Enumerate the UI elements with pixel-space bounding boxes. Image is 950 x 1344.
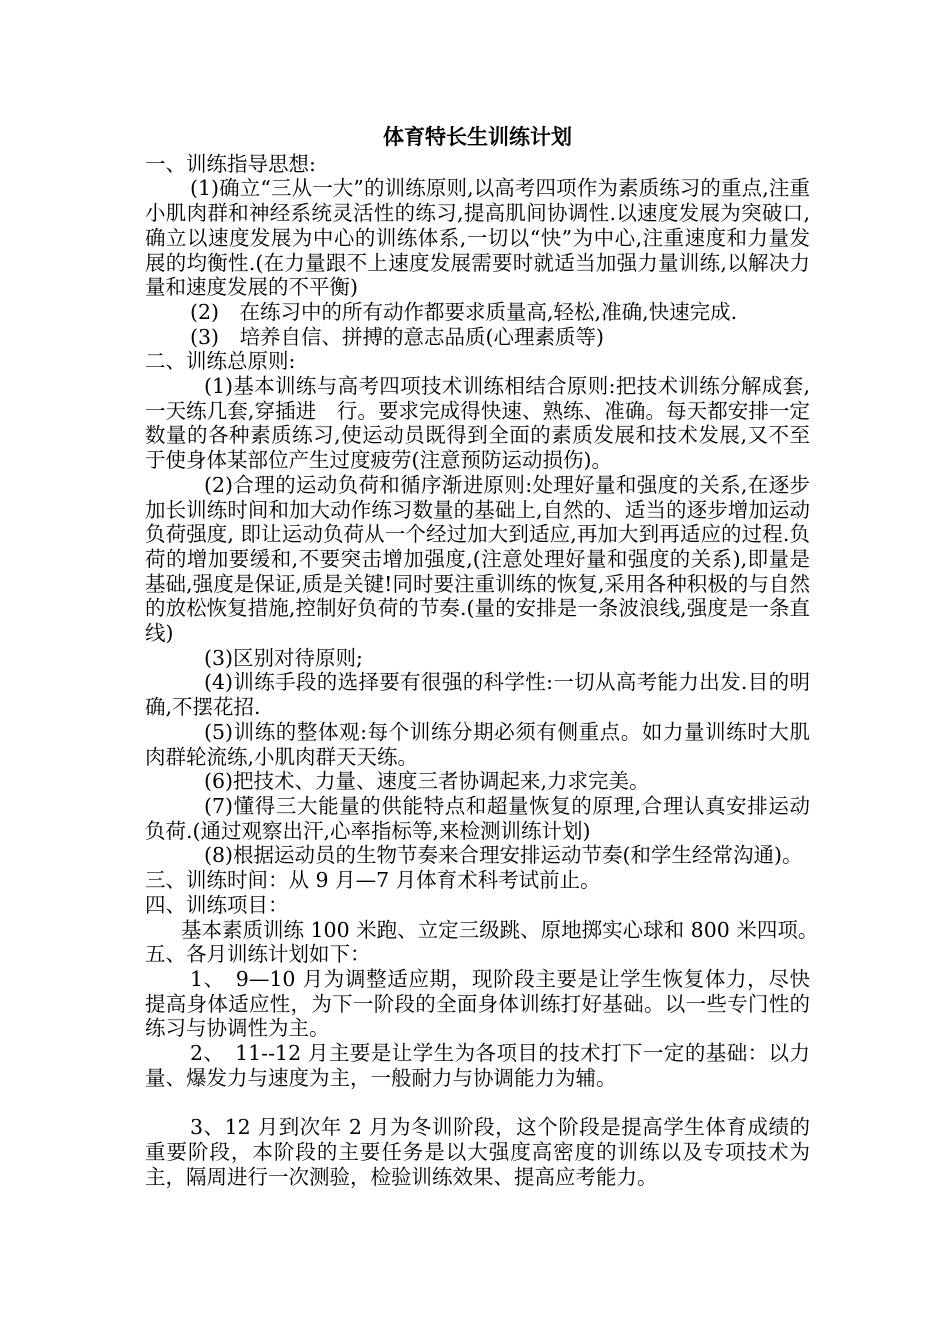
paragraph: (4)训练手段的选择要有很强的科学性:一切从高考能力出发.目的明确,不摆花招.	[145, 670, 810, 720]
paragraph: (6)把技术、力量、速度三者协调起来,力求完美。	[204, 769, 650, 794]
paragraph: 1、 9—10 月为调整适应期，现阶段主要是让学生恢复体力，尽快提高身体适应性，为下一阶段的全面身体训练打好基础。以一些专门性的练习与协调性为主。	[145, 966, 810, 1041]
document-title: 体育特长生训练计划	[383, 124, 572, 149]
paragraph: 基本素质训练 100 米跑、立定三级跳、原地掷实心球和 800 米四项。	[181, 917, 819, 942]
paragraph: (7)懂得三大能量的供能特点和超量恢复的原理,合理认真安排运动负荷.(通过观察出汗,心率指标等,来检测训练计划)	[145, 793, 810, 843]
paragraph: (2) 在练习中的所有动作都要求质量高,轻松,准确,快速完成.	[190, 299, 738, 324]
paragraph: (1)确立“三从一大”的训练原则,以高考四项作为素质练习的重点,注重小肌肉群和神经系统灵活性的练习,提高肌间协调性.以速度发展为突破口,确立以速度发展为中心的训练体系,一切以“快”为中心,注重速度和力量发展的均衡性.(在力量跟不上速度发展需要时就适当加强力量训练,以解决力量和速度发展的不平衡)	[145, 176, 810, 300]
paragraph: (1)基本训练与高考四项技术训练相结合原则:把技术训练分解成套,一天练几套,穿插进 行。要求完成得快速、熟练、准确。每天都安排一定数量的各种素质练习,使运动员既得到全面的素质发展和技术发展,又不至于使身体某部位产生过度疲劳(注意预防运动损伤)。	[145, 374, 810, 473]
document-page	[145, 124, 819, 1189]
section-heading-monthly-plan: 五、各月训练计划如下：	[145, 942, 371, 967]
paragraph: 3、12 月到次年 2 月为冬训阶段，这个阶段是提高学生体育成绩的重要阶段，本阶段的主要任务是以大强度高密度的训练以及专项技术为主，隔周进行一次测验，检验训练效果、提高应考能力。	[145, 1115, 810, 1189]
blank-line	[145, 1090, 810, 1115]
section-heading-training-items: 四、训练项目：	[145, 892, 289, 917]
paragraph: (8)根据运动员的生物节奏来合理安排运动节奏(和学生经常沟通)。	[204, 843, 803, 868]
paragraph: (5)训练的整体观:每个训练分期必须有侧重点。如力量训练时大肌肉群轮流练,小肌肉群天天练。	[145, 719, 810, 769]
paragraph: (3) 培养自信、拼搏的意志品质(心理素质等)	[190, 324, 605, 349]
paragraph: (3)区别对待原则;	[204, 645, 363, 670]
paragraph: (2)合理的运动负荷和循序渐进原则:处理好量和强度的关系,在逐步加长训练时间和加大动作练习数量的基础上,自然的、适当的逐步增加运动负荷强度, 即让运动负荷从一个经过加大到适应,再加大到再适应的过程.负荷的增加要缓和,不要突击增加强度,(注意处理好量和强度的关系),即量是基础,强度是保证,质是关键!同时要注重训练的恢复,采用各种积极的与自然的放松恢复措施,控制好负荷的节奏.(量的安排是一条波浪线,强度是一条直线)	[145, 472, 810, 646]
section-heading-principles: 二、训练总原则:	[145, 349, 296, 374]
paragraph: 2、 11--12 月主要是让学生为各项目的技术打下一定的基础：以力量、爆发力与速度为主，一般耐力与协调能力为辅。	[145, 1041, 810, 1090]
section-heading-training-time: 三、训练时间：从 9 月—7 月体育术科考试前止。	[145, 868, 601, 893]
section-heading-guiding-thought: 一、训练指导思想:	[145, 151, 316, 176]
